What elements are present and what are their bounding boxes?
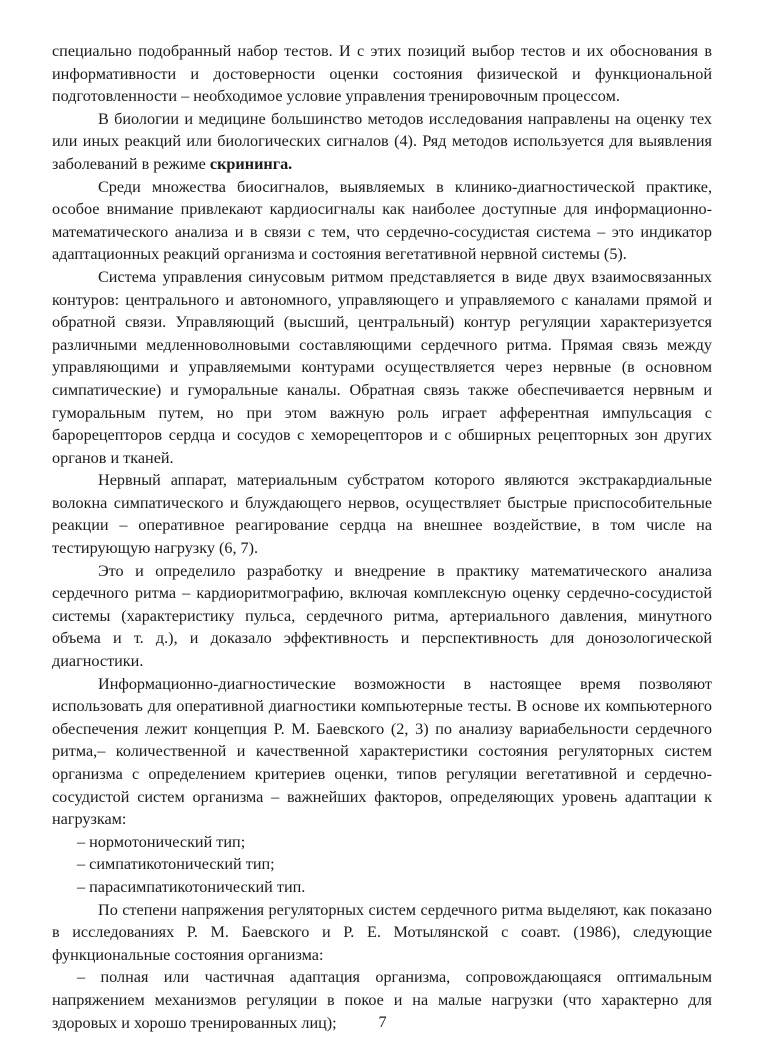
paragraph-5: Нервный аппарат, материальным субстратом которого являются экстракардиальные волокна симпатического и блуждающего нервов, осуществляет быстрые приспособительные реакции – оперативное реагирование сердца на внешнее воздействие, в том числе на тестирующую нагрузку (6, 7). [52, 471, 712, 558]
paragraph-9: – полная или частичная адаптация организма, сопровождающаяся оптимальным напряжением механизмов регуляции в покое и на малые нагрузки (что характерно для здоровых и хорошо тренированных лиц); [52, 968, 712, 1032]
page-number: 7 [378, 1013, 387, 1031]
paragraph-2-bold-term: скрининга. [209, 154, 293, 173]
paragraph-2 [52, 108, 712, 176]
paragraph-3: Среди множества биосигналов, выявляемых в клинико-диагностической практике, особое внимание привлекают кардиосигналы как наиболее доступные для информационно-математического анализа и в связи с тем, что сердечно-сосудистая система – это индикатор адаптационных реакций организма и состояния вегетативной нервной системы (5). [52, 177, 712, 264]
list-item: – парасимпатикотонический тип. [77, 877, 306, 896]
paragraph-1: специально подобранный набор тестов. И с этих позиций выбор тестов и их обоснования в информативности и достоверности оценки состояния физической и функциональной подготовленности – необходимое условие управления тренировочным процессом. [52, 42, 712, 106]
paragraph-4: Система управления синусовым ритмом представляется в виде двух взаимосвязанных контуров: центрального и автономного, управляющего и управляемого с каналами прямой и обратной связи. Управляющий (высший, центральный) контур регуляции характеризуется различными медленноволновыми составляющими сердечного ритма. Прямая связь между управляющими и управляемыми контурами осуществляется через нервные (в основном симпатические) и гуморальные каналы. Обратная связь также обеспечивается нервным и гуморальным путем, но при этом важную роль играет афферентная импульсация с барорецепторов сердца и сосудов с хеморецепторов и с обширных рецепторных зон других органов и тканей. [52, 267, 712, 467]
list-item: – симпатикотонический тип; [77, 855, 275, 874]
paragraph-7: Информационно-диагностические возможности в настоящее время позволяют использовать для оперативной диагностики компьютерные тесты. В основе их компьютерного обеспечения лежит концепция Р. М. Баевского (2, 3) по анализу вариабельности сердечного ритма,– количественной и качественной характеристики состояния регуляторных систем организма с определением критериев оценки, типов регуляции вегетативной и сердечно-сосудистой систем организма – важнейших факторов, определяющих уровень адаптации к нагрузкам: [52, 674, 712, 829]
paragraph-2-text: В биологии и медицине большинство методов исследования направлены на оценку тех или иных реакций или биологических сигналов (4). Ряд методов используется для выявления заболеваний в режиме [52, 109, 712, 173]
paragraph-6: Это и определило разработку и внедрение в практику математического анализа сердечного ритма – кардиоритмографию, включая комплексную оценку сердечно-сосудистой системы (характеристику пульса, сердечного ритма, артериального давления, минутного объема и т. д.), и доказало эффективность и перспективность для донозологической диагностики. [52, 561, 712, 671]
paragraph-8: По степени напряжения регуляторных систем сердечного ритма выделяют, как показано в исследованиях Р. М. Баевского и Р. Е. Мотылянской с соавт. (1986), следующие функциональные состояния организма: [52, 900, 712, 964]
list-item: – нормотонический тип; [77, 832, 246, 851]
body-text [52, 40, 712, 1034]
